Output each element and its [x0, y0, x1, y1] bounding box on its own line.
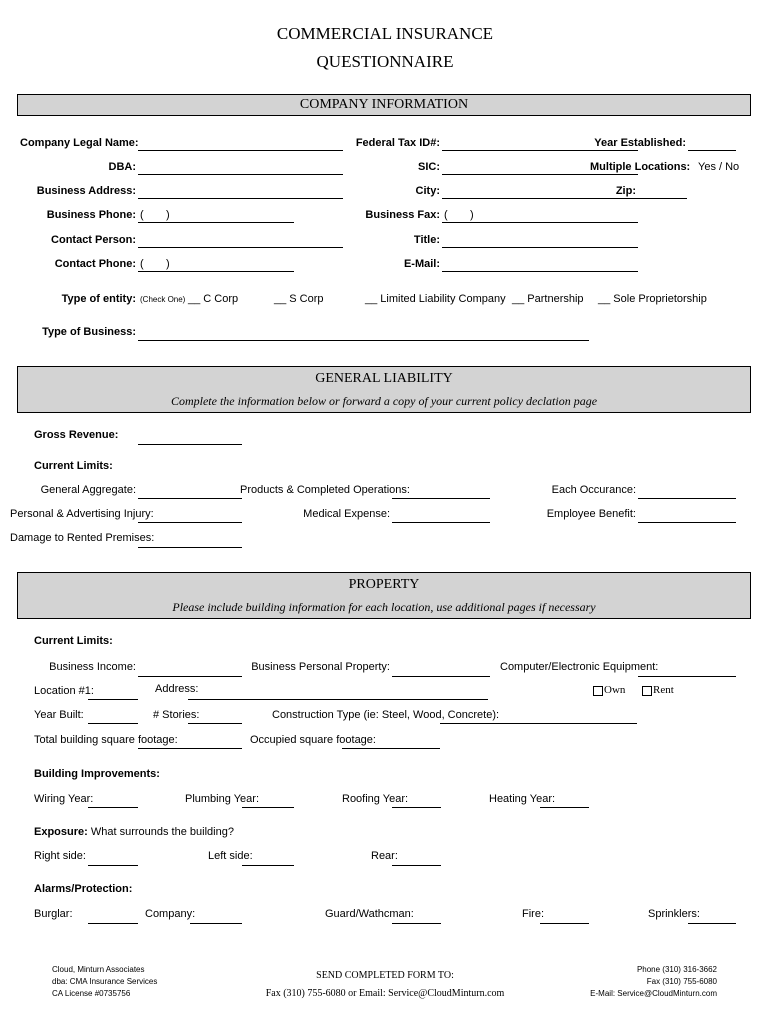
location1-label: Location #1: [34, 685, 94, 697]
business-phone-field[interactable] [138, 222, 294, 223]
damage-rented-label: Damage to Rented Premises: [10, 532, 155, 544]
city-field[interactable] [442, 198, 638, 199]
each-occurance-field[interactable] [638, 498, 736, 499]
bpp-field[interactable] [392, 676, 490, 677]
left-side-field[interactable] [242, 865, 294, 866]
total-sqft-label: Total building square footage: [34, 734, 178, 746]
title-label: Title: [413, 234, 440, 246]
property-header [17, 572, 751, 619]
general-aggregate-label: General Aggregate: [40, 484, 136, 496]
company-info-title: COMPANY INFORMATION [299, 97, 469, 112]
entity-type-label: Type of entity: [61, 293, 136, 305]
personal-adv-field[interactable] [138, 522, 242, 523]
contact-phone-field[interactable] [138, 271, 294, 272]
contact-person-label: Contact Person: [51, 234, 136, 246]
rear-field[interactable] [392, 865, 441, 866]
yes-no-option[interactable]: Yes / No [698, 161, 740, 173]
construction-type-label: Construction Type (ie: Steel, Wood, Concrete): [272, 709, 500, 721]
right-side-label: Right side: [34, 850, 86, 862]
stories-label: # Stories: [153, 709, 200, 721]
guard-field[interactable] [392, 923, 441, 924]
address-label: Address: [155, 683, 199, 695]
sole-prop-option[interactable]: __ Sole Proprietorship [598, 293, 707, 305]
city-label: City: [415, 185, 440, 197]
business-phone-label: Business Phone: [46, 209, 136, 221]
right-side-field[interactable] [88, 865, 138, 866]
roofing-year-field[interactable] [392, 807, 441, 808]
each-occurance-label: Each Occurance: [551, 484, 636, 496]
own-label: Own [604, 684, 626, 696]
zip-field[interactable] [638, 198, 687, 199]
send-form-heading: SEND COMPLETED FORM TO: [316, 970, 454, 981]
dba-field[interactable] [138, 174, 343, 175]
contact-person-field[interactable] [138, 247, 343, 248]
zip-label: Zip: [615, 185, 636, 197]
medical-expense-field[interactable] [392, 522, 490, 523]
sprinklers-field[interactable] [688, 923, 736, 924]
rent-label: Rent [653, 684, 674, 696]
building-improvements-label: Building Improvements: [34, 768, 160, 780]
contact-phone-label: Contact Phone: [54, 258, 136, 270]
send-form-contact: Fax (310) 755-6080 or Email: Service@CloudMinturn.com [265, 988, 505, 999]
exposure-question [34, 826, 234, 838]
burglar-field[interactable] [88, 923, 138, 924]
computer-equipment-field[interactable] [638, 676, 736, 677]
medical-expense-label: Medical Expense: [303, 508, 390, 520]
products-completed-field[interactable] [392, 498, 490, 499]
footer-agency-name: Cloud, Minturn Associates [52, 965, 145, 974]
own-checkbox[interactable] [593, 686, 603, 696]
exposure-label: Exposure: [34, 826, 88, 838]
heating-year-label: Heating Year: [489, 793, 556, 805]
burglar-label: Burglar: [34, 908, 73, 920]
year-built-label: Year Built: [34, 709, 84, 721]
left-side-label: Left side: [208, 850, 253, 862]
partnership-option[interactable]: __ Partnership [512, 293, 584, 305]
property-title: PROPERTY [348, 577, 420, 592]
check-one-hint: (Check One) [140, 295, 186, 304]
legal-name-field[interactable] [138, 150, 343, 151]
type-of-business-field[interactable] [138, 340, 589, 341]
exposure-question-text: What surrounds the building? [87, 826, 234, 838]
dba-label: DBA: [108, 161, 136, 173]
footer-phone: Phone (310) 316-3662 [636, 965, 717, 974]
gross-revenue-field[interactable] [138, 444, 242, 445]
employee-benefit-label: Employee Benefit: [546, 508, 636, 520]
stories-field[interactable] [188, 723, 242, 724]
multiple-locations-label: Multiple Locations: [590, 161, 691, 173]
guard-label: Guard/Wathcman: [325, 908, 414, 920]
bpp-label: Business Personal Property: [251, 661, 390, 673]
wiring-year-label: Wiring Year: [34, 793, 94, 805]
location-address-field[interactable] [188, 699, 488, 700]
s-corp-option[interactable]: __ S Corp [274, 293, 324, 305]
business-fax-paren-close: ) [470, 209, 474, 221]
fire-field[interactable] [540, 923, 589, 924]
tax-id-field[interactable] [442, 150, 638, 151]
gross-revenue-label: Gross Revenue: [34, 429, 119, 441]
plumbing-year-label: Plumbing Year: [185, 793, 259, 805]
gl-current-limits-label: Current Limits: [34, 460, 113, 472]
rear-label: Rear: [371, 850, 398, 862]
heating-year-field[interactable] [540, 807, 589, 808]
gl-header [17, 366, 751, 413]
property-subtitle: Please include building information for each location, use additional pages if necessary [172, 600, 596, 614]
fire-label: Fire: [522, 908, 544, 920]
footer-email[interactable]: E-Mail: Service@CloudMinturn.com [590, 989, 717, 998]
sprinklers-label: Sprinklers: [648, 908, 700, 920]
business-fax-field[interactable] [442, 222, 638, 223]
total-sqft-field[interactable] [138, 748, 242, 749]
tax-id-label: Federal Tax ID#: [355, 137, 440, 149]
company-info-header [17, 94, 751, 116]
llc-option[interactable]: __ Limited Liability Company [365, 293, 506, 305]
roofing-year-label: Roofing Year: [342, 793, 409, 805]
damage-rented-field[interactable] [138, 547, 242, 548]
footer-fax: Fax (310) 755-6080 [646, 977, 717, 986]
year-established-label: Year Established: [594, 137, 686, 149]
business-fax-paren-open: ( [444, 209, 448, 221]
footer-license: CA License #0735756 [52, 989, 131, 998]
business-income-field[interactable] [138, 676, 242, 677]
alarm-company-field[interactable] [190, 923, 242, 924]
year-established-field[interactable] [688, 150, 736, 151]
gl-title: GENERAL LIABILITY [315, 371, 453, 386]
gl-subtitle: Complete the information below or forward a copy of your current policy declation page [170, 394, 598, 408]
computer-equipment-label: Computer/Electronic Equipment: [500, 661, 659, 673]
wiring-year-field[interactable] [88, 807, 138, 808]
location1-field[interactable] [88, 699, 138, 700]
business-address-label: Business Address: [36, 185, 136, 197]
business-fax-label: Business Fax: [365, 209, 440, 221]
sic-field[interactable] [442, 174, 638, 175]
type-of-business-label: Type of Business: [42, 326, 136, 338]
business-income-label: Business Income: [49, 661, 136, 673]
c-corp-option[interactable]: __ C Corp [188, 293, 239, 305]
personal-adv-label: Personal & Advertising Injury: [10, 508, 154, 520]
occupied-sqft-label: Occupied square footage: [250, 734, 376, 746]
occupied-sqft-field[interactable] [342, 748, 440, 749]
footer-dba: dba: CMA Insurance Services [52, 977, 158, 986]
footer-contact-info [560, 964, 717, 1000]
form-title-line1: COMMERCIAL INSURANCE [276, 24, 494, 43]
year-built-field[interactable] [88, 723, 138, 724]
sic-label: SIC: [418, 161, 440, 173]
title-field[interactable] [442, 247, 638, 248]
alarm-company-label: Company: [145, 908, 196, 920]
general-aggregate-field[interactable] [138, 498, 242, 499]
email-field[interactable] [442, 271, 638, 272]
rent-checkbox[interactable] [642, 686, 652, 696]
business-phone-paren-open: ( [140, 209, 144, 221]
employee-benefit-field[interactable] [638, 522, 736, 523]
contact-phone-paren-open: ( [140, 258, 144, 270]
legal-name-label: Company Legal Name: [20, 137, 139, 149]
business-phone-paren-close: ) [166, 209, 170, 221]
business-address-field[interactable] [138, 198, 343, 199]
form-title-line2: QUESTIONNAIRE [316, 52, 454, 71]
alarms-label: Alarms/Protection: [34, 883, 133, 895]
property-current-limits-label: Current Limits: [34, 635, 113, 647]
plumbing-year-field[interactable] [242, 807, 294, 808]
contact-phone-paren-close: ) [166, 258, 170, 270]
construction-type-field[interactable] [440, 723, 637, 724]
email-label: E-Mail: [403, 258, 440, 270]
products-completed-label: Products & Completed Operations: [240, 484, 410, 496]
